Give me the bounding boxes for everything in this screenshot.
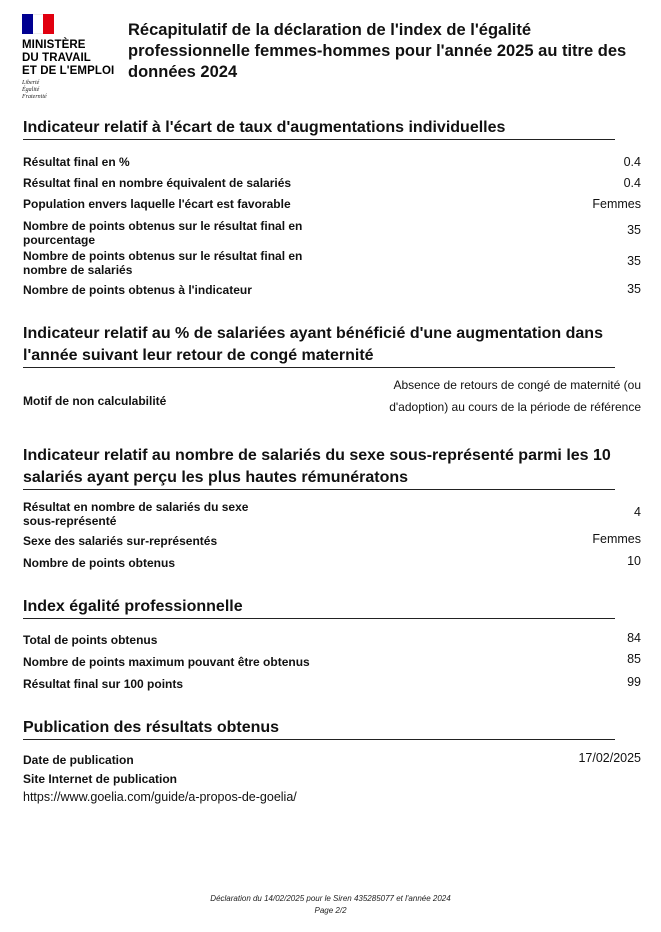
- row-label: Total de points obtenus: [23, 633, 158, 647]
- ministry-line: MINISTÈRE: [22, 39, 86, 51]
- row-value: 85: [627, 652, 641, 666]
- section-title-hautes-remunerations: Indicateur relatif au nombre de salariés du sexe sous-représenté parmi les 10 salariés ayant perçu les plus hautes rémunératons: [23, 445, 615, 490]
- row-value: Femmes: [592, 532, 641, 546]
- row-value: 0.4: [623, 176, 641, 190]
- row-label: Site Internet de publication: [23, 772, 178, 786]
- row-label: Motif de non calculabilité: [23, 394, 167, 408]
- row-value: 35: [627, 254, 641, 268]
- ministry-line: ET DE L'EMPLOI: [22, 65, 115, 77]
- section-title-augmentations: Indicateur relatif à l'écart de taux d'augmentations individuelles: [23, 117, 615, 140]
- row-label: Résultat en nombre de salariés du sexe sous-représenté: [23, 500, 249, 528]
- republic-motto: [22, 80, 122, 101]
- motto-line: Liberté: [22, 80, 40, 86]
- section-title-index: Index égalité professionnelle: [23, 596, 615, 619]
- row-label: Résultat final sur 100 points: [23, 677, 184, 691]
- row-label: Population envers laquelle l'écart est favorable: [23, 197, 291, 211]
- footer-declaration: Déclaration du 14/02/2025 pour le Siren 435285077 et l'année 2024: [210, 894, 451, 903]
- row-value: 84: [627, 631, 641, 645]
- row-label: Nombre de points obtenus à l'indicateur: [23, 283, 252, 297]
- row-label: Nombre de points maximum pouvant être obtenus: [23, 655, 310, 669]
- row-label: Date de publication: [23, 753, 134, 767]
- page-number: Page 2/2: [314, 906, 347, 915]
- ministry-line: DU TRAVAIL: [22, 52, 91, 64]
- row-value: 0.4: [623, 155, 641, 169]
- row-value: 99: [627, 675, 641, 689]
- row-value: Absence de retours de congé de maternité (ou d'adoption) au cours de la période de référence: [389, 378, 641, 414]
- row-value: 10: [627, 554, 641, 568]
- row-label: Résultat final en %: [23, 155, 130, 169]
- section-title-publication: Publication des résultats obtenus: [23, 717, 615, 740]
- document-title: Récapitulatif de la déclaration de l'index de l'égalité professionnelle femmes-hommes pour l'année 2025 au titre des données 2024: [128, 21, 627, 81]
- page-footer: [0, 893, 661, 917]
- french-flag-icon: [22, 14, 54, 34]
- row-label: Nombre de points obtenus sur le résultat final en nombre de salariés: [23, 249, 303, 277]
- row-value: 4: [634, 505, 641, 519]
- row-label: Nombre de points obtenus sur le résultat final en pourcentage: [23, 219, 303, 247]
- row-label: Sexe des salariés sur-représentés: [23, 534, 218, 548]
- row-value: 35: [627, 223, 641, 237]
- row-value: 17/02/2025: [578, 751, 641, 765]
- row-value: Femmes: [592, 197, 641, 211]
- row-label: Nombre de points obtenus: [23, 556, 176, 570]
- row-value: 35: [627, 282, 641, 296]
- motto-line: Fraternité: [22, 94, 47, 100]
- publication-url: https://www.goelia.com/guide/a-propos-de-goelia/: [23, 790, 297, 804]
- motto-line: Égalité: [22, 87, 40, 93]
- ministry-logo: [22, 14, 122, 101]
- section-title-maternite: Indicateur relatif au % de salariées ayant bénéficié d'une augmentation dans l'année suivant leur retour de congé maternité: [23, 323, 615, 368]
- row-label: Résultat final en nombre équivalent de salariés: [23, 176, 292, 190]
- ministry-name: [22, 39, 122, 78]
